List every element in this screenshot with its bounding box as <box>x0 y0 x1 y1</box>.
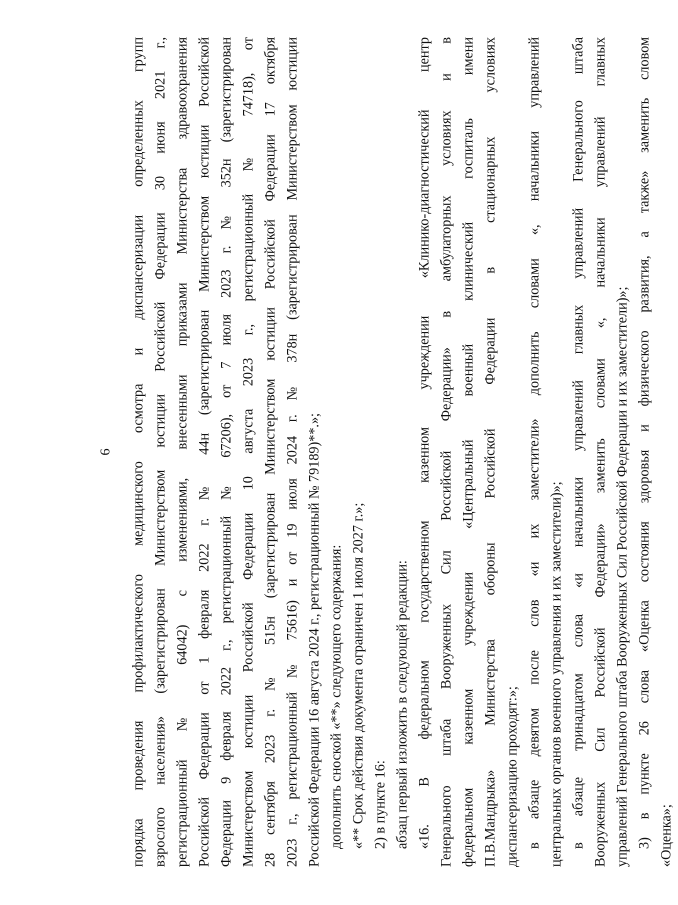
text-line: 3) в пункте 26 слова «Оценка состояния здоровья и физического развития, а также» заменить словом <box>636 37 653 849</box>
text-line: порядка проведения профилактического медицинского осмотра и диспансеризации определенных групп <box>130 37 147 867</box>
text-line: Федерации 9 февраля 2022 г., регистрационный № 67206), от 7 июля 2023 г. № 352н (зарегистрирован <box>218 37 235 867</box>
text-line: «Оценка»; <box>658 804 675 867</box>
text-line: Российской Федерации 16 августа 2024 г., регистрационный № 79189)**.»; <box>306 413 323 867</box>
text-line: диспансеризацию проходят:»; <box>504 686 521 867</box>
text-line: управлений Генерального штаба Вооруженных Сил Российской Федерации и их заместители)»; <box>614 286 631 867</box>
text-line: взрослого населения» (зарегистрирован Министерством юстиции Российской Федерации 30 июня 2021 г., <box>152 37 169 867</box>
text-line: в абзаце тринадцатом слова «и начальники управлений главных управлений Генерального штаба <box>570 37 587 849</box>
text-line: центральных органов военного управления и их заместители)»; <box>548 481 565 867</box>
text-line: дополнить сноской «**» следующего содержания: <box>328 544 345 849</box>
page-number: 6 <box>98 448 114 456</box>
text-line: 28 сентября 2023 г. № 515н (зарегистрирован Министерством юстиции Российской Федерации 17 октября <box>262 37 279 867</box>
text-line: Российской Федерации от 1 февраля 2022 г. № 44н (зарегистрирован Министерством юстиции Российской <box>196 37 213 867</box>
rotated-page-content <box>98 37 675 867</box>
text-line: регистрационный № 64042) с изменениями, внесенными приказами Министерства здравоохранения <box>174 37 191 867</box>
text-line: абзац первый изложить в следующей редакции: <box>394 560 411 849</box>
text-line: «16. В федеральном государственном казенном учреждении «Клинико-диагностический центр <box>416 37 433 849</box>
text-line: Генерального штаба Вооруженных Сил Российской Федерации» в амбулаторных условиях и в <box>438 37 455 867</box>
text-line: Министерством юстиции Российской Федерации 10 августа 2023 г., регистрационный № 74718), от <box>240 37 257 867</box>
text-line: 2) в пункте 16: <box>372 760 389 849</box>
text-line: 2023 г., регистрационный № 75616) и от 19 июля 2024 г. № 378н (зарегистрирован Министерством юстиции <box>284 37 301 867</box>
text-line: «** Срок действия документа ограничен 1 июля 2027 г.»; <box>350 502 367 849</box>
text-line: федеральном казенном учреждении «Центральный военный клинический госпиталь имени <box>460 37 477 867</box>
text-line: П.В.Мандрыка» Министерства обороны Российской Федерации в стационарных условиях <box>482 37 499 867</box>
document-body <box>128 37 678 867</box>
text-line: в абзаце девятом после слов «и их заместители» дополнить словами «, начальники управлений <box>526 37 543 849</box>
text-line: Вооруженных Сил Российской Федерации» заменить словами «, начальники управлений главных <box>592 37 609 867</box>
